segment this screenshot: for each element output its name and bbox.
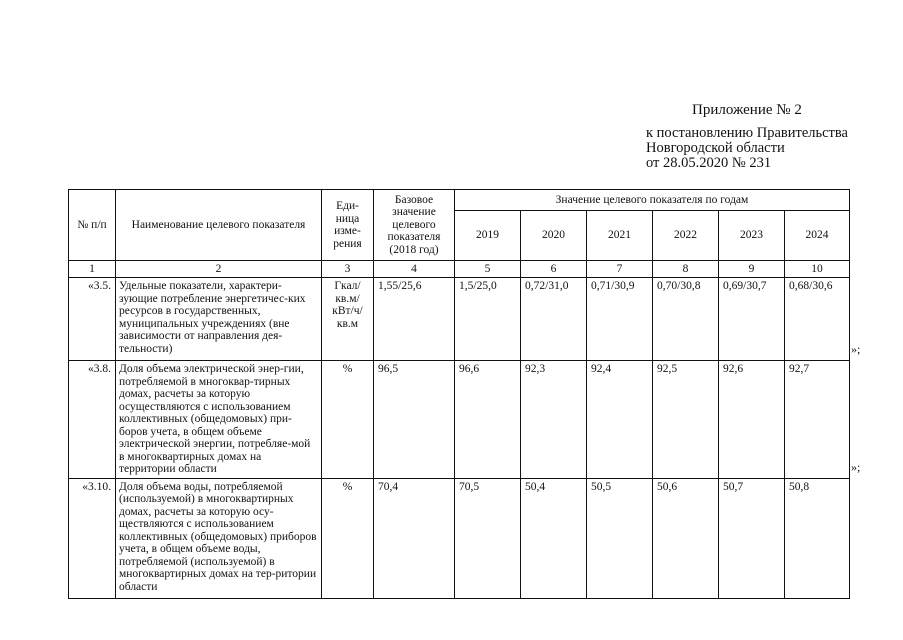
header-year: 2021 (587, 211, 653, 261)
appendix-block (646, 103, 886, 171)
row-name: Удельные показатели, характери-зующие потребление энергетичес-ких ресурсов в государственных, муниципальных учреждениях (вне зависимости от направления дея-тельности) (116, 278, 322, 361)
row-base: 1,55/25,6 (374, 278, 455, 361)
row-value: 92,5 (653, 361, 719, 479)
table-row (69, 478, 850, 598)
column-number: 10 (785, 261, 850, 278)
column-number: 7 (587, 261, 653, 278)
row-value: 0,71/30,9 (587, 278, 653, 361)
header-base: Базовое значение целевого показателя (2018 год) (374, 190, 455, 261)
column-number: 8 (653, 261, 719, 278)
header-years-group: Значение целевого показателя по годам (455, 190, 850, 211)
column-number: 6 (521, 261, 587, 278)
appendix-title: Приложение № 2 (692, 102, 802, 118)
row-unit: % (322, 361, 374, 479)
appendix-line: к постановлению Правительства (646, 125, 848, 141)
column-number: 3 (322, 261, 374, 278)
row-value: 92,6 (719, 361, 785, 479)
header-year: 2019 (455, 211, 521, 261)
row-value: 50,7 (719, 478, 785, 598)
row-value: 70,5 (455, 478, 521, 598)
header-year: 2020 (521, 211, 587, 261)
header-year: 2024 (785, 211, 850, 261)
row-value: 92,3 (521, 361, 587, 479)
row-trailing-mark: »; (851, 460, 861, 474)
row-value: 96,6 (455, 361, 521, 479)
table-row (69, 278, 850, 361)
row-value: 50,8 (785, 478, 850, 598)
column-number: 9 (719, 261, 785, 278)
column-number: 2 (116, 261, 322, 278)
row-trailing-mark: »; (851, 342, 861, 356)
header-name: Наименование целевого показателя (116, 190, 322, 261)
appendix-line: Новгородской области (646, 140, 785, 156)
row-value: 0,70/30,8 (653, 278, 719, 361)
row-base: 96,5 (374, 361, 455, 479)
target-indicators-table (68, 189, 850, 599)
row-num: «3.10. (69, 478, 116, 598)
row-value: 0,69/30,7 (719, 278, 785, 361)
row-unit: Гкал/ кв.м/ кВт/ч/ кв.м (322, 278, 374, 361)
row-base: 70,4 (374, 478, 455, 598)
header-year: 2023 (719, 211, 785, 261)
column-number: 5 (455, 261, 521, 278)
row-value: 50,5 (587, 478, 653, 598)
column-number: 4 (374, 261, 455, 278)
row-name: Доля объема электрической энер-гии, потребляемой в многоквар-тирных домах, расчеты за которую осуществляются с использованием коллективных (общедомовых) при-боров учета, в общем объеме электрической энергии, потребляе-мой в многоквартирных домах на территории области (116, 361, 322, 479)
appendix-line: от 28.05.2020 № 231 (646, 155, 772, 171)
row-value: 0,68/30,6 (785, 278, 850, 361)
header-num: № п/п (69, 190, 116, 261)
row-value: 1,5/25,0 (455, 278, 521, 361)
table-row (69, 361, 850, 479)
row-value: 92,4 (587, 361, 653, 479)
row-value: 92,7 (785, 361, 850, 479)
row-value: 50,6 (653, 478, 719, 598)
row-value: 0,72/31,0 (521, 278, 587, 361)
column-number: 1 (69, 261, 116, 278)
column-number-row (69, 261, 850, 278)
row-name: Доля объема воды, потребляемой (используемой) в многоквартирных домах, расчеты за которую осу-ществляются с использованием коллективных (общедомовых) приборов учета, в общем объеме воды, потребляемой (используемой) в многоквартирных домах на тер-ритории области (116, 478, 322, 598)
row-value: 50,4 (521, 478, 587, 598)
row-num: «3.8. (69, 361, 116, 479)
row-num: «3.5. (69, 278, 116, 361)
header-year: 2022 (653, 211, 719, 261)
header-unit: Еди-ница изме-рения (322, 190, 374, 261)
row-unit: % (322, 478, 374, 598)
